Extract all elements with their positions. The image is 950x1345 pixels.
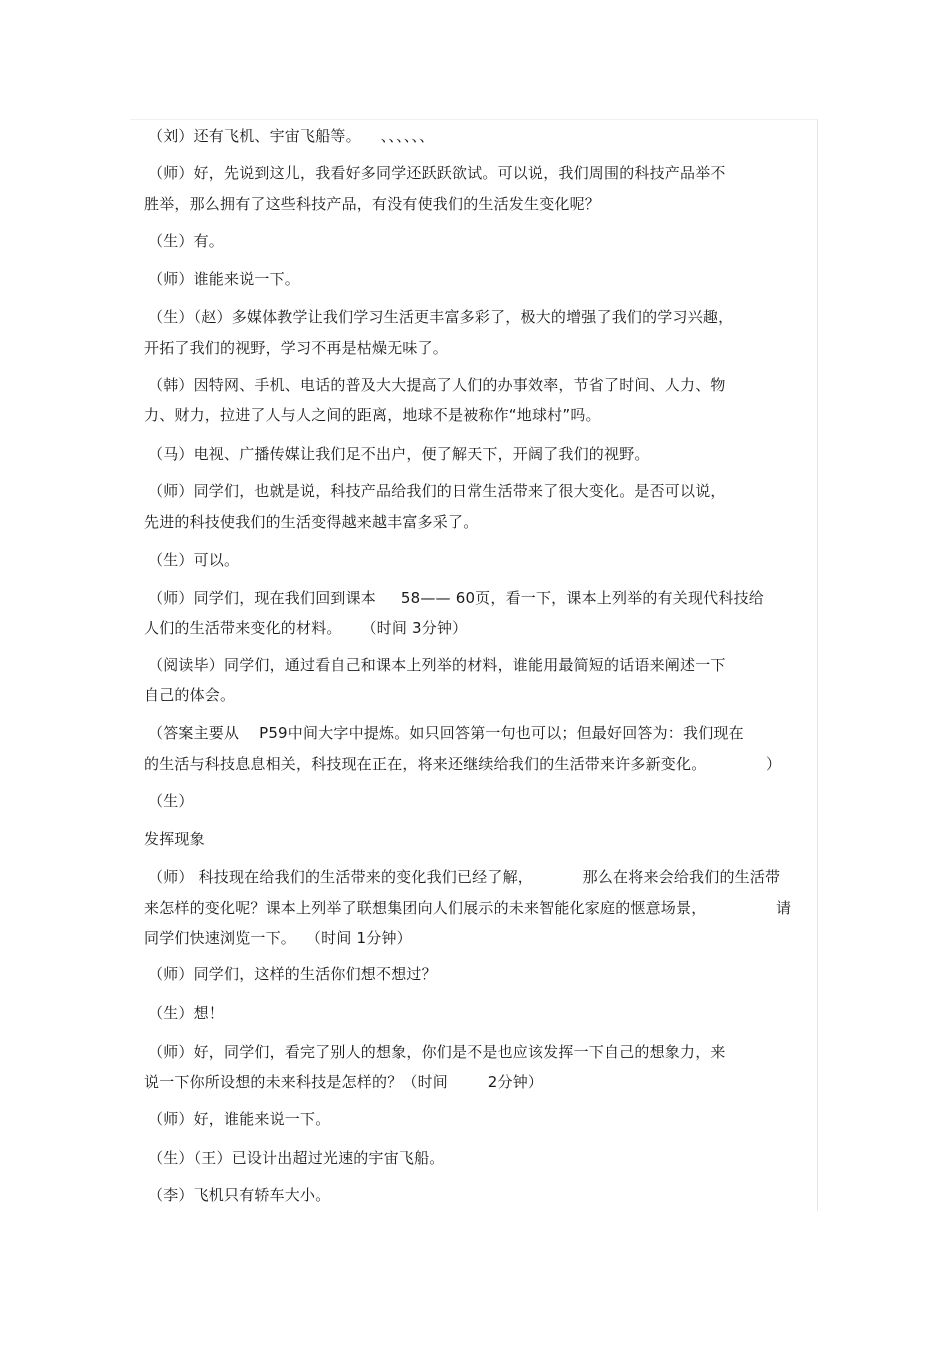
text-line: 力、财力，拉进了人与人之间的距离，地球不是被称作“地球村”吗。 — [144, 406, 601, 424]
text-line: （师）好，同学们，看完了别人的想象，你们是不是也应该发挥一下自己的想象力，来 — [148, 1043, 726, 1061]
text-line: （师）同学们，也就是说，科技产品给我们的日常生活带来了很大变化。是否可以说， — [148, 482, 726, 500]
text-line: （师）同学们，这样的生活你们想不想过？ — [148, 965, 437, 983]
text-line: 人们的生活带来变化的材料。 （时间 3分钟） — [144, 619, 468, 637]
text-line: （刘）还有飞机、宇宙飞船等。 、、、、、、 — [148, 127, 435, 145]
text-line: 自己的体会。 — [144, 686, 236, 704]
text-line: （马）电视、广播传媒让我们足不出户，便了解天下，开阔了我们的视野。 — [148, 445, 650, 463]
text-line: （生） — [148, 792, 194, 810]
text-line: 说一下你所设想的未来科技是怎样的？（时间 2分钟） — [144, 1073, 544, 1091]
text-line: （师）同学们，现在我们回到课本 58—— 60页，看一下，课本上列举的有关现代科技给 — [148, 589, 764, 607]
text-line: 胜举，那么拥有了这些科技产品，有没有使我们的生活发生变化呢？ — [144, 195, 601, 213]
text-line: （生）有。 — [148, 232, 225, 250]
text-line: （生）（王）已设计出超过光速的宇宙飞船。 — [148, 1149, 445, 1167]
text-line: （阅读毕）同学们，通过看自己和课本上列举的材料，谁能用最简短的话语来阐述一下 — [148, 656, 726, 674]
text-line: 先进的科技使我们的生活变得越来越丰富多采了。 — [144, 513, 479, 531]
text-line: （生）可以。 — [148, 551, 240, 569]
text-line: （生）想！ — [148, 1004, 225, 1022]
text-line: （师）好，先说到这儿，我看好多同学还跃跃欲试。可以说，我们周围的科技产品举不 — [148, 164, 726, 182]
text-line: （李）飞机只有轿车大小。 — [148, 1186, 331, 1204]
text-line: （师） 科技现在给我们的生活带来的变化我们已经了解， 那么在将来会给我们的生活带 — [148, 868, 781, 886]
text-line: （韩）因特网、手机、电话的普及大大提高了人们的办事效率，节省了时间、人力、物 — [148, 376, 726, 394]
section-heading: 发挥现象 — [144, 830, 205, 848]
text-line: （答案主要从 P59中间大字中提炼。如只回答第一句也可以；但最好回答为：我们现在 — [148, 724, 744, 742]
text-line: （师）好，谁能来说一下。 — [148, 1110, 331, 1128]
text-line: 来怎样的变化呢？课本上列举了联想集团向人们展示的未来智能化家庭的惬意场景， 请 — [144, 899, 792, 917]
text-line: （师）谁能来说一下。 — [148, 270, 301, 288]
text-line: 开拓了我们的视野，学习不再是枯燥无味了。 — [144, 339, 449, 357]
text-line: 同学们快速浏览一下。 （时间 1分钟） — [144, 929, 412, 947]
text-line: （生）（赵）多媒体教学让我们学习生活更丰富多彩了，极大的增强了我们的学习兴趣， — [148, 308, 734, 326]
text-line: 的生活与科技息息相关，科技现在正在，将来还继续给我们的生活带来许多新变化。 ） — [144, 755, 782, 773]
